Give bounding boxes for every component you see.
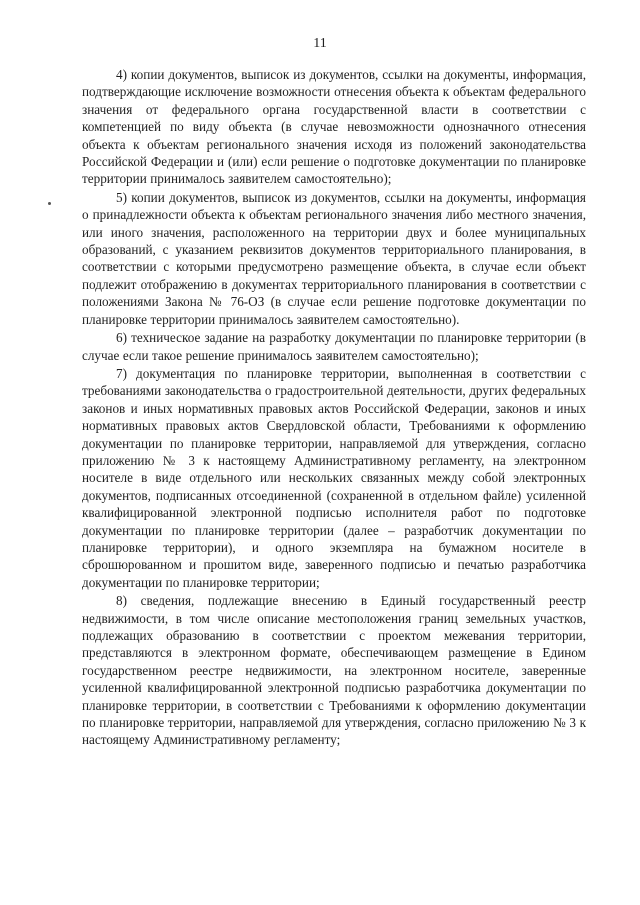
- paragraph-item-8: 8) сведения, подлежащие внесению в Единый государственный реестр недвижимости, в том числе описание местоположения границ земельных участков, подлежащих образованию в соответствии с проектом межевания территории, представляются в электронном формате, обеспечивающем размещение в Едином государственном реестре недвижимости, на электронном носителе, заверенные усиленной квалифицированной электронной подписью разработчика документации по планировке территории, в соответствии с Требованиями к оформлению документации по планировке территории, направляемой для утверждения, согласно приложению № 3 к настоящему Административному регламенту;: [82, 593, 586, 748]
- paragraph-item-7: 7) документация по планировке территории, выполненная в соответствии с требованиями законодательства о градостроительной деятельности, других федеральных законов и иных нормативных правовых актов Российской Федерации, законов и иных нормативных правовых актов Свердловской области, Требованиями к оформлению документации по планировке территории, направляемой для утверждения, согласно приложению № 3 к настоящему Административному регламенту, на электронном носителе в виде отдельного или нескольких связанных между собой электронных документов, подписанных отсоединенной (сохраненной в отдельном файле) усиленной квалифицированной электронной подписью исполнителя работ по подготовке документации по планировке территории (далее – разработчик документации по планировке территории), и одного экземпляра на бумажном носителе в сброшюрованном и прошитом виде, заверенного подписью и печатью разработчика документации по планировке территории;: [82, 365, 586, 590]
- paragraph-item-6: 6) техническое задание на разработку документации по планировке территории (в случае если такое решение принималось заявителем самостоятельно);: [82, 330, 586, 363]
- page-number: 11: [313, 36, 327, 51]
- paragraph-item-5: 5) копии документов, выписок из документов, ссылки на документы, информация о принадлежности объекта к объектам регионального значения либо местного значения, или иного значения, расположенного на территории двух и более муниципальных образований, с указанием реквизитов документов территориального планирования, в соответствии с которыми предусмотрено размещение объекта, в случае если объект подлежит отображению в документах территориального планирования в соответствии с положениями Закона № 76-ОЗ (в случае если решение подготовке документации по планировке территории принималось заявителем самостоятельно).: [82, 189, 586, 327]
- document-body: [82, 66, 586, 749]
- margin-dot-mark: [48, 202, 51, 205]
- paragraph-item-4: 4) копии документов, выписок из документов, ссылки на документы, информация, подтверждающие исключение возможности отнесения объекта к объектам федерального значения от федерального органа государственной власти в соответствии с компетенцией по виду объекта (в случае невозможности однозначного отнесения объекта к объектам регионального значения исходя из положений законодательства Российской Федерации и (или) если решение о подготовке документации по планировке территории принималось заявителем самостоятельно);: [82, 67, 586, 187]
